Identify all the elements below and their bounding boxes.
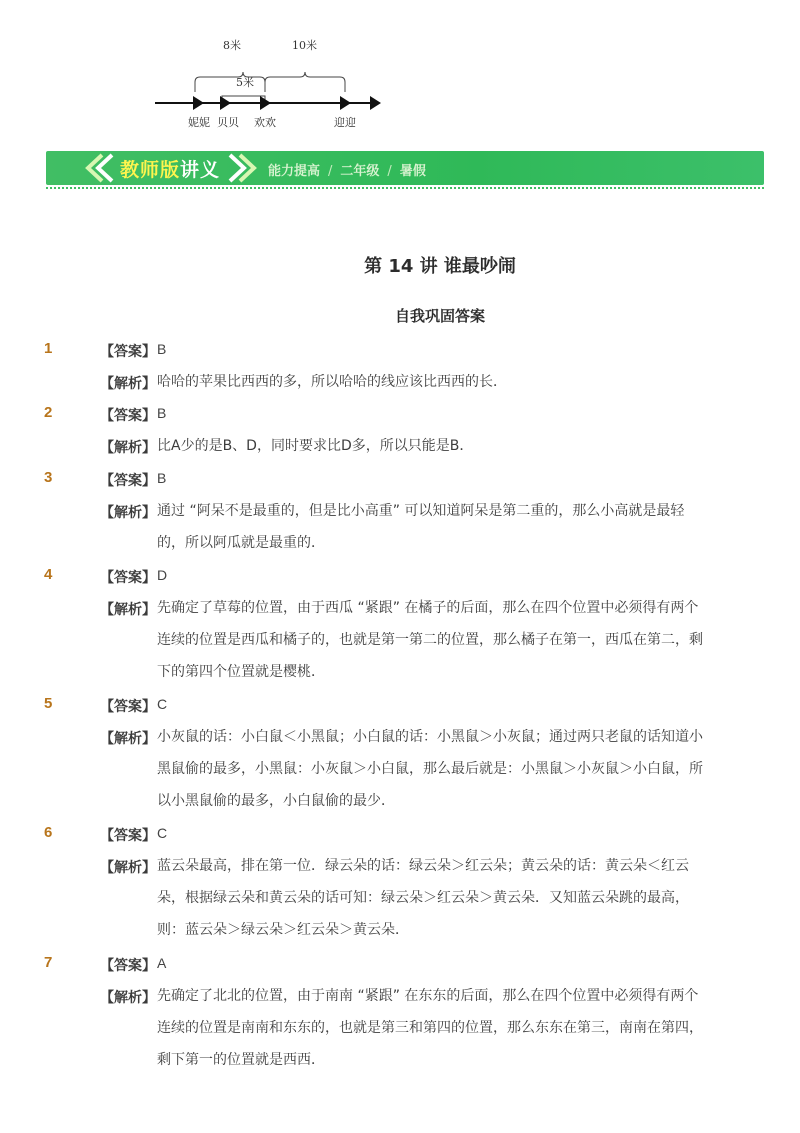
answer-value: C bbox=[157, 696, 168, 712]
explanation-line: 黑鼠偷的最多，小黑鼠：小灰鼠＞小白鼠，那么最后就是：小黑鼠＞小灰鼠＞小白鼠，所 bbox=[157, 761, 703, 777]
answer-label: 【答案】 bbox=[100, 344, 156, 360]
number-line-diagram bbox=[150, 30, 390, 135]
explanation-line: 剩下第一的位置就是西西． bbox=[157, 1052, 325, 1068]
crumb-separator: / bbox=[387, 164, 392, 179]
brace-8m bbox=[195, 72, 265, 92]
explanation-line: 连续的位置是南南和东东的，也就是第三和第四的位置，那么东东在第三，南南在第四， bbox=[157, 1020, 703, 1036]
label-10m: 10米 bbox=[292, 39, 317, 52]
explain-label: 【解析】 bbox=[100, 731, 156, 747]
answer-label: 【答案】 bbox=[100, 958, 156, 974]
answer-label: 【答案】 bbox=[100, 408, 156, 424]
lecture-title: 第 14 讲 谁最吵闹 bbox=[364, 256, 516, 277]
answer-label: 【答案】 bbox=[100, 828, 156, 844]
explain-label: 【解析】 bbox=[100, 376, 156, 392]
explanation-line: 则：蓝云朵＞绿云朵＞红云朵＞黄云朵． bbox=[157, 922, 409, 938]
banner-title-part1: 教师版 bbox=[120, 159, 181, 181]
answer-value: A bbox=[157, 955, 167, 971]
question-number: 2 bbox=[44, 404, 53, 421]
section-title: 自我巩固答案 bbox=[394, 307, 485, 325]
answer-label: 【答案】 bbox=[100, 570, 156, 586]
explanation-line: 先确定了北北的位置，由于南南 “紧跟” 在东东的后面，那么在四个位置中必须得有两个 bbox=[157, 988, 699, 1004]
explanation-line: 比A少的是B、D，同时要求比D多，所以只能是B． bbox=[157, 438, 474, 454]
answer-label: 【答案】 bbox=[100, 699, 156, 715]
answer-label: 【答案】 bbox=[100, 473, 156, 489]
dotted-divider bbox=[46, 187, 764, 189]
explanation bbox=[157, 980, 717, 1076]
explanation-line: 下的第四个位置就是樱桃． bbox=[157, 664, 325, 680]
question-number: 7 bbox=[44, 954, 53, 971]
crumb-ability: 能力提高 bbox=[268, 164, 321, 179]
explanation-line: 以小黑鼠偷的最多，小白鼠偷的最少． bbox=[157, 793, 395, 809]
name-yingying: 迎迎 bbox=[334, 116, 356, 129]
label-5m: 5米 bbox=[236, 76, 254, 89]
crumb-separator: / bbox=[328, 164, 333, 179]
answer-value: C bbox=[157, 825, 168, 841]
explanation-line: 的，所以阿瓜就是最重的． bbox=[157, 535, 325, 551]
explanation-line: 连续的位置是西瓜和橘子的，也就是第一第二的位置，那么橘子在第一，西瓜在第二，剩 bbox=[157, 632, 703, 648]
banner-title-part2: 讲义 bbox=[180, 159, 221, 181]
name-nini: 妮妮 bbox=[188, 116, 210, 129]
explanation bbox=[157, 430, 717, 462]
explanation bbox=[157, 721, 717, 817]
label-8m: 8米 bbox=[223, 39, 241, 52]
explanation bbox=[157, 592, 717, 688]
marker-beibei bbox=[220, 96, 231, 110]
explanation-line: 小灰鼠的话：小白鼠＜小黑鼠；小白鼠的话：小黑鼠＞小灰鼠；通过两只老鼠的话知道小 bbox=[157, 729, 703, 745]
crumb-term: 暑假 bbox=[399, 164, 426, 179]
answer-value: B bbox=[157, 470, 167, 486]
arrow-head bbox=[370, 96, 381, 110]
explanation-line: 先确定了草莓的位置，由于西瓜 “紧跟” 在橘子的后面，那么在四个位置中必须得有两个 bbox=[157, 600, 699, 616]
answer-value: B bbox=[157, 405, 167, 421]
brace-10m bbox=[265, 72, 345, 92]
question-number: 1 bbox=[44, 340, 53, 357]
explanation-line: 朵，根据绿云朵和黄云朵的话可知：绿云朵＞红云朵＞黄云朵．又知蓝云朵跳的最高， bbox=[157, 890, 689, 906]
name-beibei: 贝贝 bbox=[217, 116, 239, 129]
chevron-right-icon bbox=[224, 151, 274, 185]
explanation-line: 通过 “阿呆不是最重的，但是比小高重” 可以知道阿呆是第二重的，那么小高就是最轻 bbox=[157, 503, 685, 519]
marker-nini bbox=[193, 96, 204, 110]
explain-label: 【解析】 bbox=[100, 440, 156, 456]
explanation bbox=[157, 850, 717, 946]
explain-label: 【解析】 bbox=[100, 990, 156, 1006]
explanation bbox=[157, 495, 717, 559]
banner-title bbox=[120, 155, 220, 182]
question-number: 4 bbox=[44, 566, 53, 583]
marker-yingying bbox=[340, 96, 351, 110]
header-banner bbox=[46, 151, 764, 185]
question-number: 6 bbox=[44, 824, 53, 841]
answer-value: D bbox=[157, 567, 168, 583]
explanation-line: 哈哈的苹果比西西的多，所以哈哈的线应该比西西的长． bbox=[157, 374, 507, 390]
breadcrumb bbox=[268, 160, 432, 179]
explain-label: 【解析】 bbox=[100, 860, 156, 876]
explain-label: 【解析】 bbox=[100, 602, 156, 618]
name-huanhuan: 欢欢 bbox=[254, 116, 276, 129]
question-number: 5 bbox=[44, 695, 53, 712]
answer-value: B bbox=[157, 341, 167, 357]
explanation-line: 蓝云朵最高，排在第一位．绿云朵的话：绿云朵＞红云朵；黄云朵的话：黄云朵＜红云 bbox=[157, 858, 689, 874]
question-number: 3 bbox=[44, 469, 53, 486]
explain-label: 【解析】 bbox=[100, 505, 156, 521]
crumb-grade: 二年级 bbox=[340, 164, 380, 179]
explanation bbox=[157, 366, 717, 398]
